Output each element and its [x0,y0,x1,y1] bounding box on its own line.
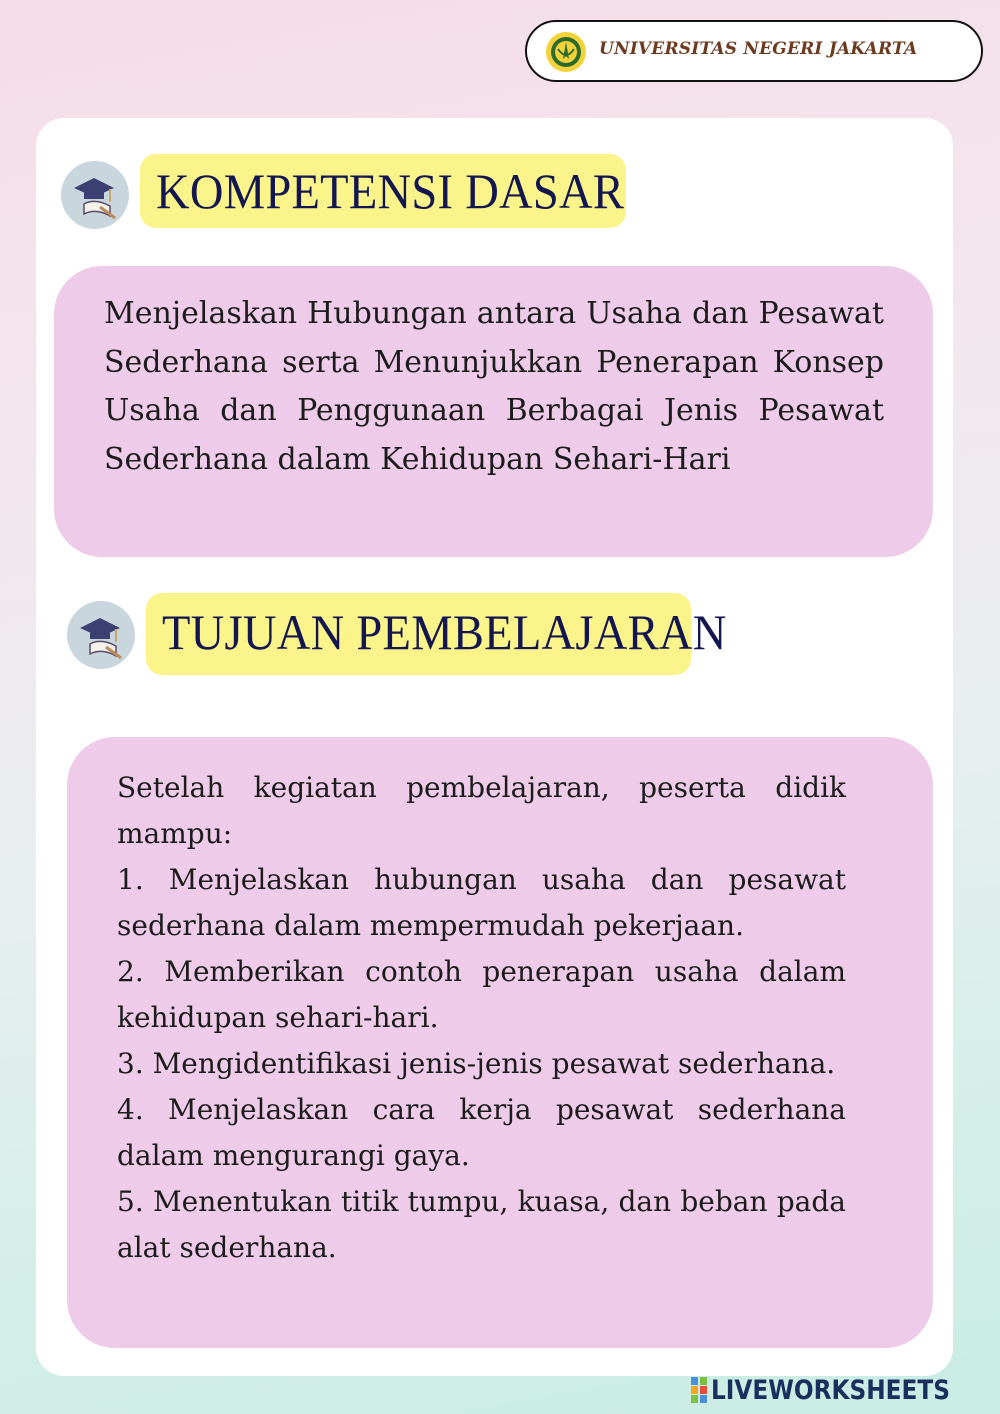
tujuan-item: 4. Menjelaskan cara kerja pesawat sederhana dalam mengurangi gaya. [117,1093,846,1172]
tujuan-item: 1. Menjelaskan hubungan usaha dan pesawat sederhana dalam mempermudah pekerjaan. [117,863,846,942]
university-badge [525,20,983,82]
tujuan-pembelajaran-heading-box [146,593,727,675]
kompetensi-dasar-title: KOMPETENSI DASAR [156,163,625,219]
kompetensi-dasar-heading-box [140,154,626,228]
university-emblem-icon [545,31,587,73]
tujuan-item: 5. Menentukan titik tumpu, kuasa, dan beban pada alat sederhana. [117,1185,846,1264]
kompetensi-dasar-text: Menjelaskan Hubungan antara Usaha dan Pesawat Sederhana serta Menunjukkan Penerapan Konsep Usaha dan Penggunaan Berbagai Jenis Pesawat Sederhana dalam Kehidupan Sehari-Hari [104,296,884,477]
tujuan-item: 2. Memberikan contoh penerapan usaha dalam kehidupan sehari-hari. [117,955,846,1034]
tujuan-item: 3. Mengidentifikasi jenis-jenis pesawat sederhana. [117,1047,836,1080]
institution-name: UNIVERSITAS NEGERI JAKARTA [599,39,918,59]
liveworksheets-wordmark: LIVEWORKSHEETS [711,1374,950,1406]
tujuan-intro: Setelah kegiatan pembelajaran, peserta didik mampu: [117,771,846,850]
graduation-cap-diploma-icon [60,160,130,230]
liveworksheets-brand[interactable] [691,1374,989,1406]
liveworksheets-logo-icon [691,1377,707,1403]
graduation-cap-diploma-icon [66,600,136,670]
tujuan-pembelajaran-title: TUJUAN PEMBELAJARAN [162,604,727,660]
tujuan-pembelajaran-content [117,765,846,1271]
